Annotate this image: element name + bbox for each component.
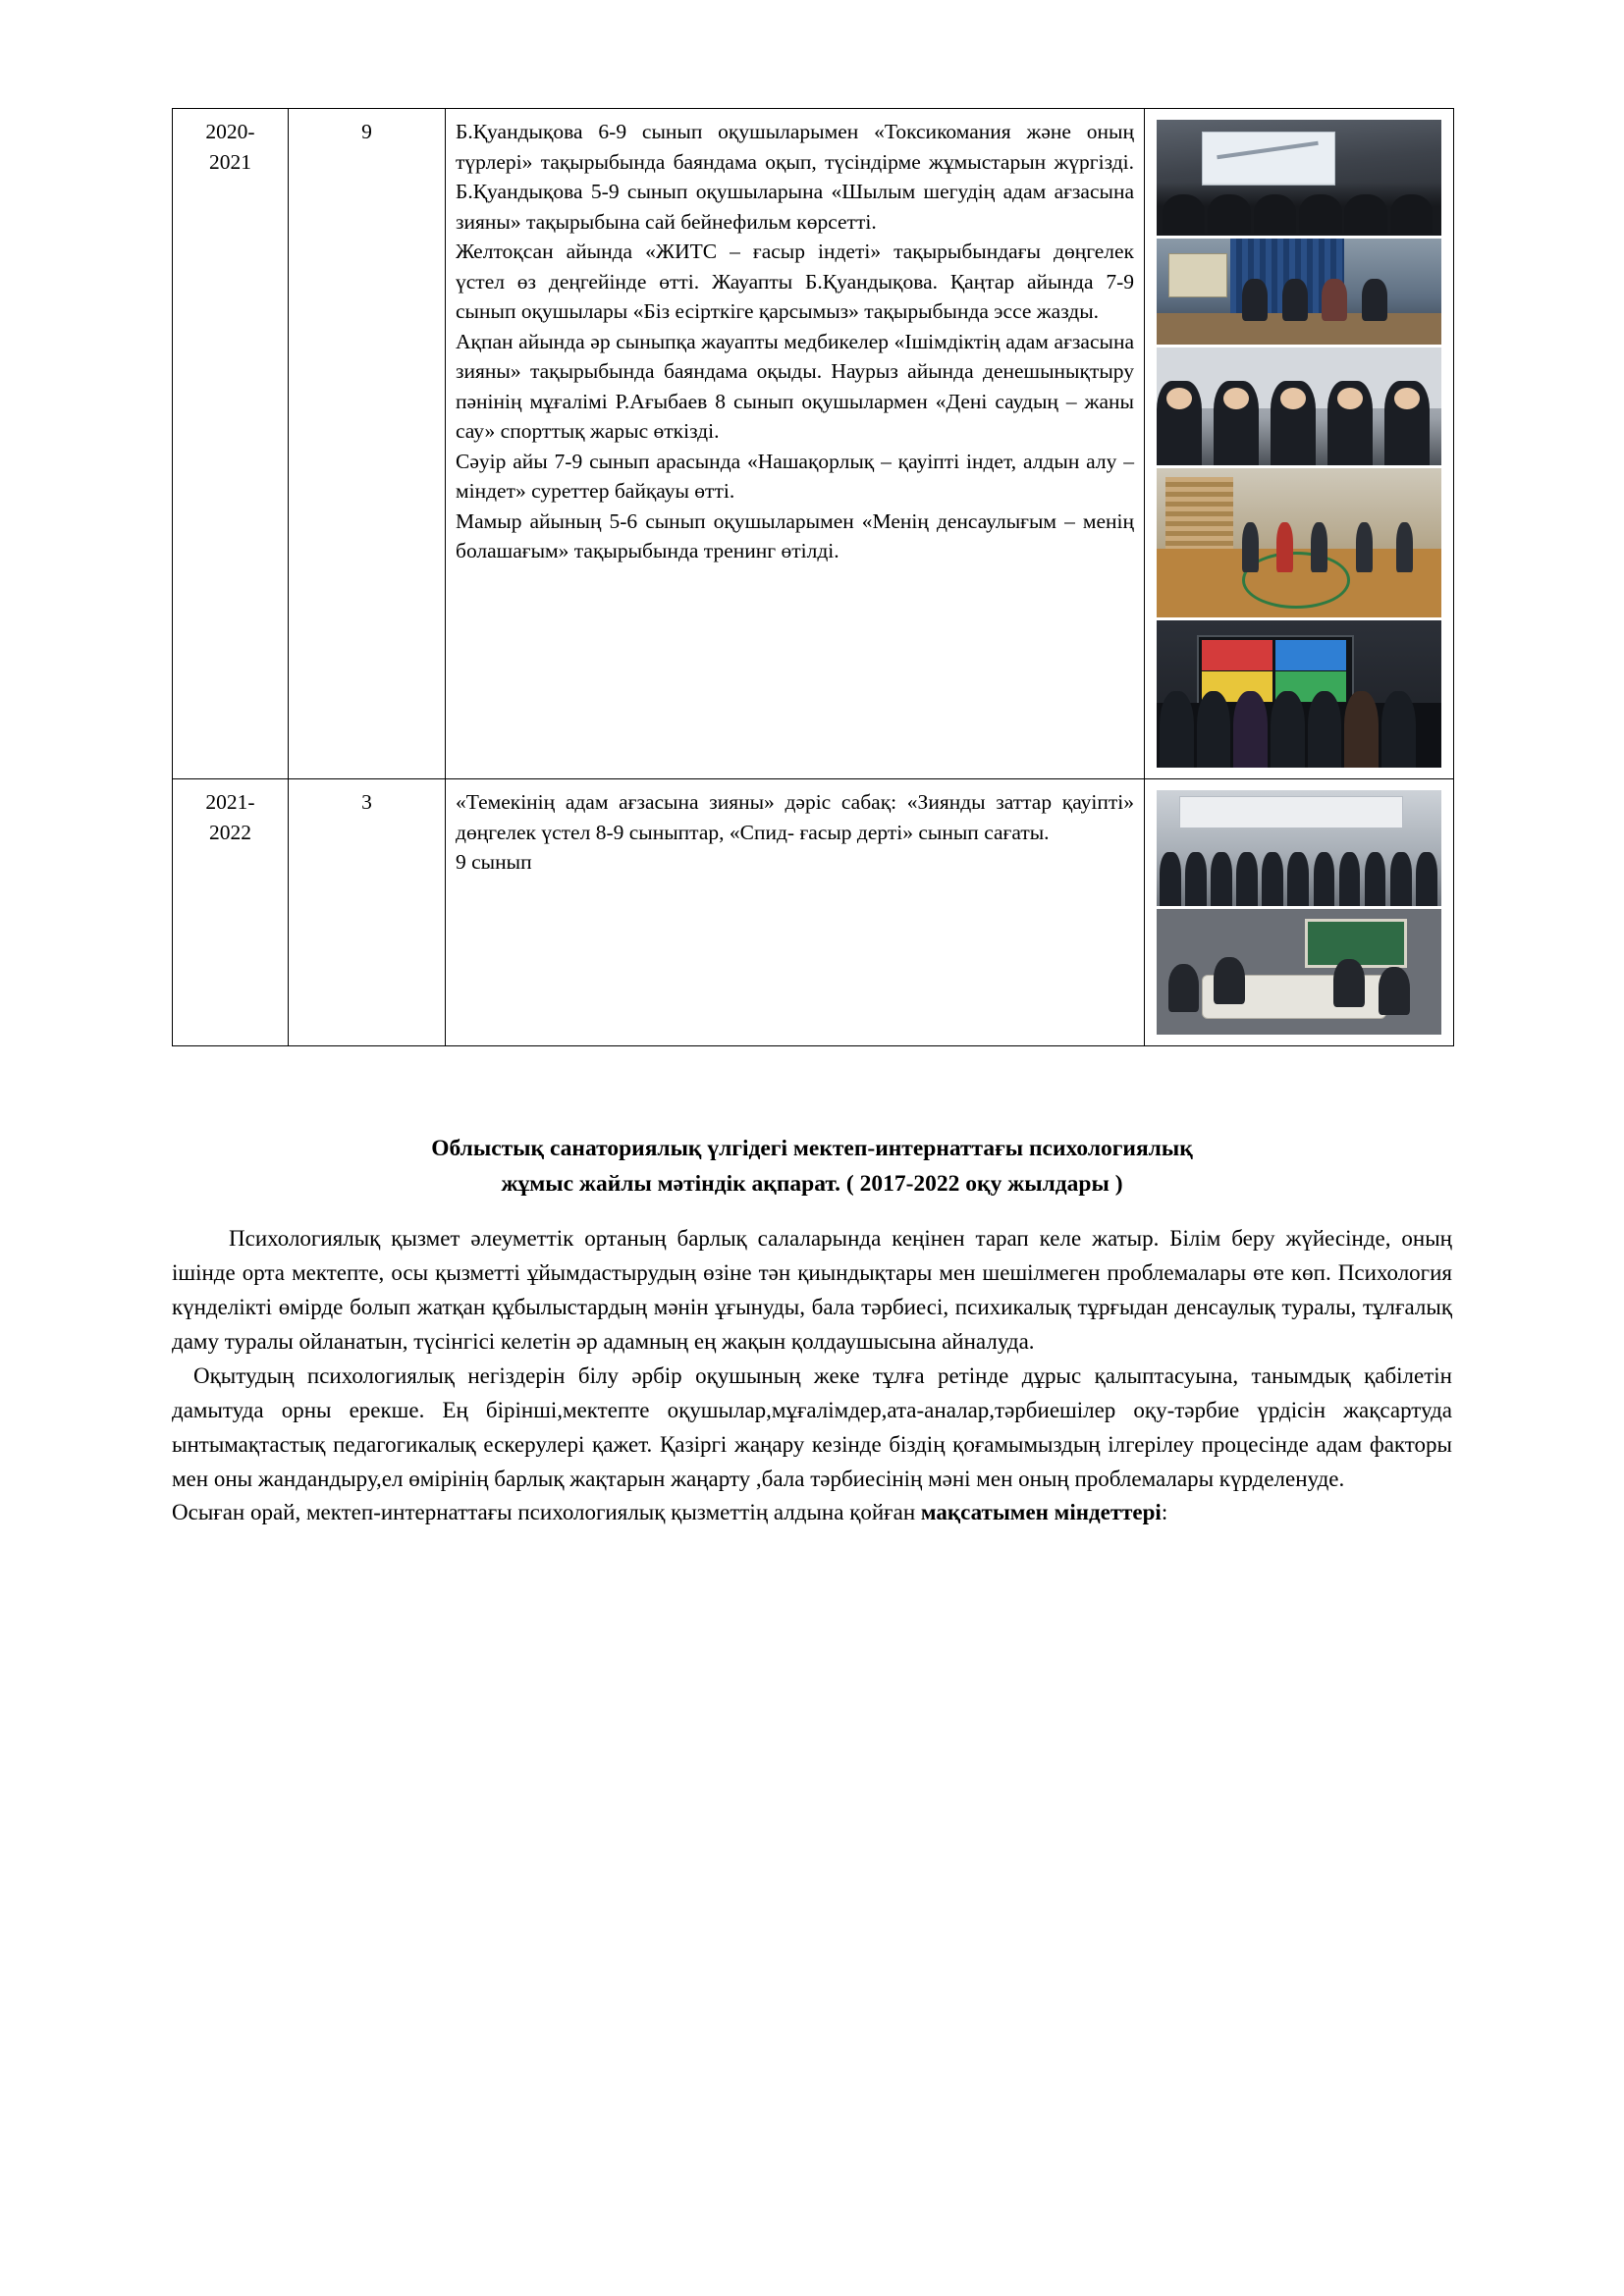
- article-heading-line1: Облыстық санаториялық үлгідегі мектеп-интернаттағы психологиялық: [431, 1136, 1193, 1161]
- article-heading: [172, 1131, 1452, 1202]
- row-count-cell: 9: [289, 109, 446, 779]
- row-description-cell: [446, 109, 1145, 779]
- choir-lineup-photo: [1157, 790, 1441, 906]
- classroom-projector-photo: [1157, 120, 1441, 236]
- final-text-bold1: мақсаты: [920, 1500, 1010, 1525]
- sports-hall-competition-photo: [1157, 468, 1441, 617]
- row-year-line2: 2022: [209, 821, 251, 845]
- final-text-end: :: [1161, 1500, 1168, 1525]
- round-table-discussion-photo: [1157, 909, 1441, 1035]
- article-paragraph: Оқытудың психологиялық негіздерін білу әрбір оқушының жеке тұлға ретінде дұрыс қалыптасуына, танымдық қабілетін дамытуда орны ерекше. Ең бірінші,мектепте оқушылар,мұғалімдер,ата-аналар,тәрбиешілер оқу-тәрбие үрдісін жақсартуда ынтымақтастық педагогикалық ескерулері қажет. Қазіргі жаңару кезінде біздің қоғамымыздың ілгерілеу процесінде адам факторы мен оны жандандыру,ел өмірінің барлық жақтарын жаңарту ,бала тәрбиесінің мәні мен оның проблемалары күрделенуде.: [172, 1362, 1452, 1491]
- row-year-line2: 2021: [209, 150, 251, 175]
- photo-stack: [1155, 787, 1443, 1038]
- article-paragraph: Психологиялық қызмет әлеуметтік ортаның барлық салаларында кеңінен тарап келе жатыр. Білім беру жүйесінде, оның ішінде орта мектепте, осы қызметті ұйымдастырудың өзіне тән қиындықтары мен шешілмеген проблемалары өте көп. Психология күнделікті өмірде болып жатқан құбылыстардың мәнін ұғынуды, бала тәрбиесі, психикалық тұрғыдан денсаулық туралы, тұлғалық даму туралы ойланатын, түсінгісі келетін әр адамның ең жақын қолдаушысына айналуда.: [172, 1225, 1452, 1354]
- row-description-cell: [446, 779, 1145, 1046]
- row-year-line1: 2020-: [205, 120, 255, 143]
- paragraph: Ақпан айында әр сыныпқа жауапты медбикелер «Ішімдіктің адам ағзасына зияны» тақырыбында баяндама оқыды. Наурыз айында денешынықтыру пәнінің мұғалімі Р.Ағыбаев 8 сынып оқушылармен «Дені саудың – жаны сау» спорттық жарыс өткізді.: [456, 329, 1134, 444]
- article-paragraph-final: [172, 1496, 1452, 1530]
- row-photos-cell: [1145, 779, 1454, 1046]
- paragraph: Мамыр айының 5-6 сынып оқушыларымен «Менің денсаулығым – менің болашағым» тақырыбында тренинг өтілді.: [456, 508, 1134, 563]
- final-text-start: Осыған орай, мектеп-интернаттағы психологиялық қызметтің алдына қойған: [172, 1500, 921, 1525]
- paragraph: 9 сынып: [456, 850, 532, 875]
- final-text-bold2: мен міндеттері: [1009, 1500, 1162, 1525]
- photo-stack: [1155, 117, 1443, 771]
- students-group-photo: [1157, 347, 1441, 465]
- table-row: [173, 779, 1454, 1046]
- row-year-cell: [173, 109, 289, 779]
- paragraph: Желтоқсан айында «ЖИТС – ғасыр індеті» тақырыбындағы дөңгелек үстел өз деңгейінде өтті. Жауапты Б.Қуандықова. Қаңтар айында 7-9 сынып оқушылары «Біз есірткіге қарсымыз» тақырыбында эссе жазды.: [456, 240, 1134, 324]
- activities-table: [172, 108, 1454, 1046]
- table-row: [173, 109, 1454, 779]
- paragraph: Сәуір айы 7-9 сынып арасында «Нашақорлық – қауіпті індет, алдын алу – міндет» суреттер байқауы өтті.: [456, 449, 1134, 504]
- article-body: [172, 1222, 1452, 1531]
- school-hall-event-photo: [1157, 239, 1441, 345]
- row-year-cell: [173, 779, 289, 1046]
- row-photos-cell: [1145, 109, 1454, 779]
- training-presentation-photo: [1157, 620, 1441, 768]
- row-year-line1: 2021-: [205, 790, 255, 814]
- article-heading-line2: жұмыс жайлы мәтіндік ақпарат. ( 2017-2022 оқу жылдары ): [501, 1171, 1123, 1198]
- row-count-cell: 3: [289, 779, 446, 1046]
- paragraph: «Темекінің адам ағзасына зияны» дәріс сабақ: «Зиянды заттар қауіпті» дөңгелек үстел 8-9 сыныптар, «Спид- ғасыр дерті» сынып сағаты.: [456, 790, 1134, 844]
- paragraph: Б.Қуандықова 6-9 сынып оқушыларымен «Токсикомания және оның түрлері» тақырыбында баяндама оқып, түсіндірме жұмыстарын жүргізді. Б.Қуандықова 5-9 сынып оқушыларына «Шылым шегудің адам ағзасына зияны» тақырыбына сай бейнефильм көрсетті.: [456, 120, 1134, 234]
